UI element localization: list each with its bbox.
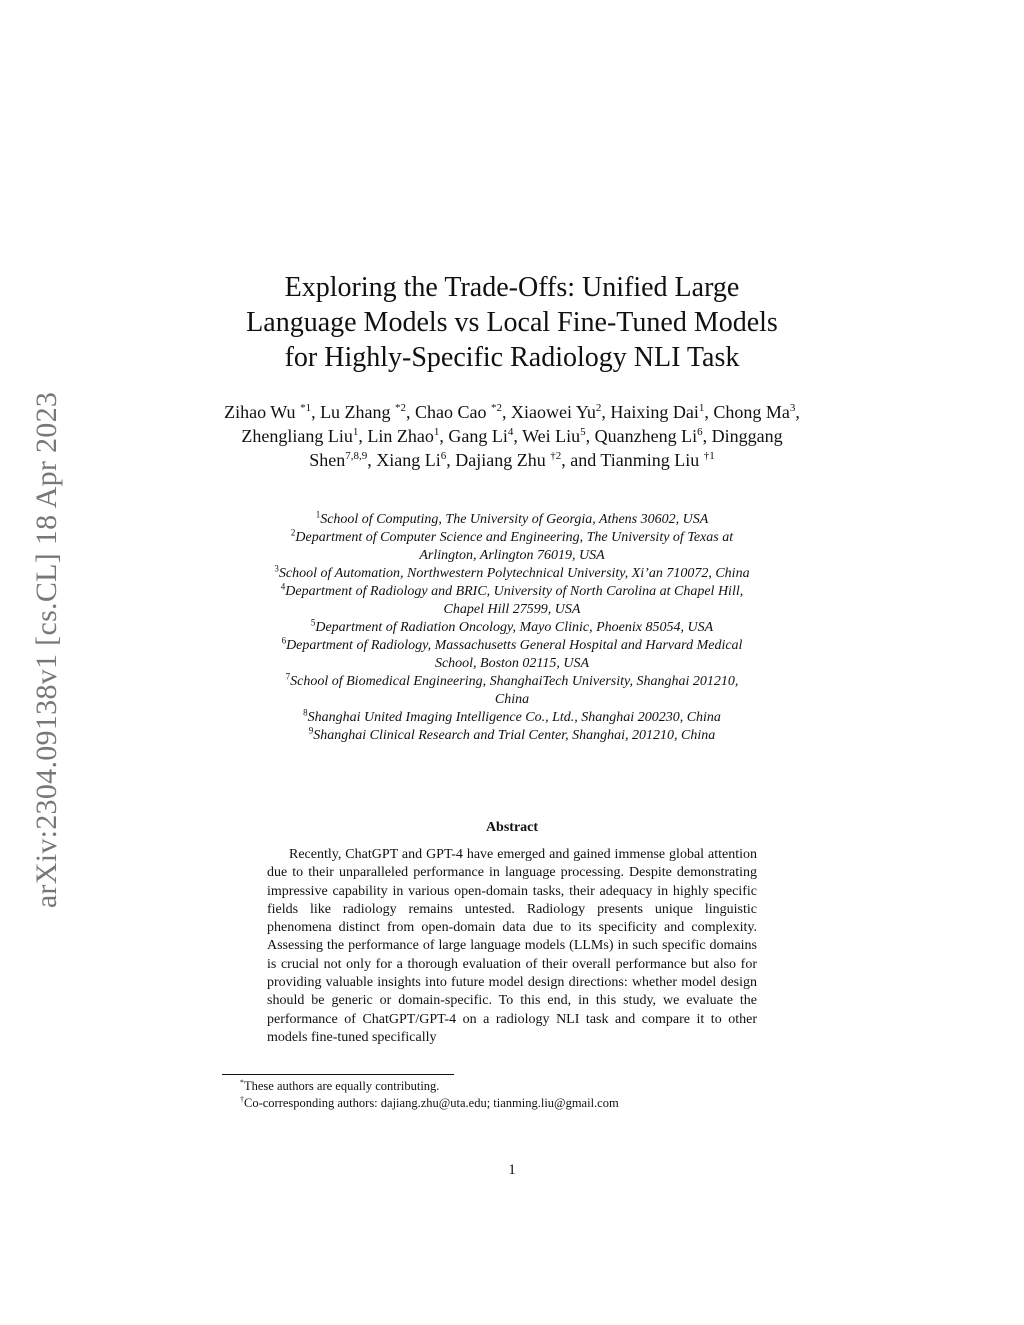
- author: [415, 402, 502, 422]
- page-number: 1: [508, 1162, 516, 1178]
- author-affiliation-mark: †2: [550, 450, 562, 462]
- author-name: Xiang Li: [376, 450, 441, 470]
- title-line: Exploring the Trade-Offs: Unified Large: [284, 272, 740, 303]
- author-name: Gang Li: [448, 426, 508, 446]
- affiliation-line: [200, 709, 824, 727]
- affiliation: [200, 727, 824, 745]
- affiliation-line: [200, 637, 824, 655]
- affiliation-line: [200, 655, 824, 673]
- author-name: Chong Ma: [713, 402, 790, 422]
- affiliation-text: Department of Computer Science and Engineering, The University of Texas at: [295, 530, 734, 545]
- affiliation-line: [200, 619, 824, 637]
- author-affiliation-mark: *2: [395, 402, 407, 414]
- author: [610, 402, 704, 422]
- author: [600, 450, 714, 470]
- affiliation-line: [200, 529, 824, 547]
- affiliation-line: [200, 547, 824, 565]
- footnote-divider: [222, 1074, 454, 1075]
- author: [224, 402, 311, 422]
- affiliation: [200, 529, 824, 565]
- author: [367, 426, 439, 446]
- affiliation-text: Chapel Hill 27599, USA: [443, 602, 581, 617]
- author-name: Haixing Dai: [610, 402, 699, 422]
- affiliation-text: School, Boston 02115, USA: [434, 656, 590, 671]
- author: [320, 402, 406, 422]
- author: [595, 426, 703, 446]
- affiliation-number: 2: [290, 527, 296, 538]
- author-affiliation-mark: 6: [440, 450, 447, 462]
- affiliation-line: [200, 727, 824, 745]
- author-affiliation-mark: 2: [595, 402, 602, 414]
- author: [241, 426, 358, 446]
- author-affiliation-mark: *1: [300, 402, 312, 414]
- author-name: Dinggang Shen: [309, 426, 783, 470]
- author: [448, 426, 513, 446]
- author-affiliation-mark: 7,8,9: [345, 450, 368, 462]
- arxiv-identifier-stamp: arXiv:2304.09138v1 [cs.CL] 18 Apr 2023: [30, 391, 63, 909]
- affiliation-number: 3: [274, 563, 279, 574]
- affiliation-line: [200, 511, 824, 529]
- affiliation: [200, 583, 824, 619]
- footnote-text: These authors are equally contributing.: [244, 1079, 440, 1093]
- affiliation: [200, 709, 824, 727]
- abstract-heading: Abstract: [485, 820, 539, 835]
- footnote-mark: *: [240, 1077, 244, 1087]
- author: [511, 402, 601, 422]
- author-affiliation-mark: 3: [789, 402, 796, 414]
- affiliation-line: [200, 691, 824, 709]
- footnote: [240, 1078, 820, 1095]
- author-name: Zhengliang Liu: [241, 426, 353, 446]
- paper-title: [200, 270, 824, 375]
- affiliation-text: Shanghai Clinical Research and Trial Center, Shanghai, 201210, China: [313, 728, 716, 743]
- author-affiliation-mark: 6: [697, 426, 703, 438]
- title-line: Language Models vs Local Fine-Tuned Models: [246, 307, 778, 338]
- affiliation-number: 8: [303, 707, 308, 718]
- affiliation-text: School of Computing, The University of Georgia, Athens 30602, USA: [320, 512, 709, 527]
- author-affiliation-mark: 1: [698, 402, 705, 414]
- author: [376, 450, 446, 470]
- affiliation-number: 4: [280, 581, 286, 592]
- affiliation-text: Arlington, Arlington 76019, USA: [419, 548, 605, 563]
- footnote-list: [240, 1078, 820, 1112]
- affiliation-text: Shanghai United Imaging Intelligence Co., Ltd., Shanghai 200230, China: [307, 710, 721, 725]
- author-list: Zihao Wu $^{*1}$, Lu Zhang $^{*2}$, Chao Cao $^{*2}$, Xiaowei Yu$^2$, Haixing Dai$^1$, Chong Ma$^3$, Zhengliang Liu$^1$, Lin Zhao$^1$, Gang Li$^4$, Wei Liu$^5$, Quanzheng Li$^6$, Dinggang Shen$^{7,8,9}$, Xiang Li$^6$, Dajiang Zhu $^{\dagger 2}$, and Tianming Liu $^{\dagger 1}$: [224, 402, 800, 470]
- author: [522, 426, 586, 446]
- affiliation-number: 9: [308, 725, 314, 736]
- affiliation-number: 1: [315, 509, 321, 520]
- affiliation-text: Department of Radiation Oncology, Mayo Clinic, Phoenix 85054, USA: [315, 620, 714, 635]
- affiliation-text: School of Biomedical Engineering, ShanghaiTech University, Shanghai 201210,: [290, 674, 739, 689]
- affiliation-text: China: [494, 692, 530, 707]
- affiliation-text: Department of Radiology and BRIC, University of North Carolina at Chapel Hill,: [285, 584, 744, 599]
- affiliation: [200, 511, 824, 529]
- affiliation-line: [200, 673, 824, 691]
- author-name: Dajiang Zhu: [455, 450, 551, 470]
- affiliation-number: 6: [281, 635, 287, 646]
- footnote-mark: †: [240, 1094, 244, 1104]
- affiliation-text: Department of Radiology, Massachusetts General Hospital and Harvard Medical: [286, 638, 743, 653]
- author-name: Tianming Liu: [600, 450, 704, 470]
- author-conjunction: and: [570, 450, 601, 470]
- author-name: Quanzheng Li: [594, 426, 698, 446]
- author-affiliation-mark: 5: [580, 426, 586, 438]
- author-name: Lu Zhang: [320, 402, 396, 422]
- author-name: Wei Liu: [522, 426, 581, 446]
- author-name: Zihao Wu: [224, 402, 301, 422]
- affiliation-line: [200, 583, 824, 601]
- title-line: for Highly-Specific Radiology NLI Task: [284, 342, 740, 373]
- author-name: Xiaowei Yu: [511, 402, 596, 422]
- footnote: [240, 1095, 820, 1112]
- affiliation: [200, 673, 824, 709]
- affiliation-line: [200, 565, 824, 583]
- author-affiliation-mark: 1: [433, 426, 440, 438]
- affiliation-text: School of Automation, Northwestern Polytechnical University, Xi’an 710072, China: [278, 566, 750, 581]
- author-affiliation-mark: *2: [491, 402, 503, 414]
- affiliation: [200, 619, 824, 637]
- affiliation-number: 7: [285, 671, 291, 682]
- author-name: Lin Zhao: [367, 426, 434, 446]
- abstract-body: Recently, ChatGPT and GPT-4 have emerged and gained immense global attention due to their unparalleled performance in language processing. Despite demonstrating impressive capability in various open-domain tasks, their adequacy in highly specific fields like radiology remains untested. Radiology presents unique linguistic phenomena distinct from open-domain data due to its specificity and complexity. Assessing the performance of large language models (LLMs) in such specific domains is crucial not only for a thorough evaluation of their overall performance but also for providing valuable insights into future model design directions: whether model design should be generic or domain-specific. To this end, in this study, we evaluate the performance of ChatGPT/GPT-4 on a radiology NLI task and compare it to other models fine-tuned specifically: [267, 847, 757, 1045]
- author-affiliation-mark: 4: [507, 426, 514, 438]
- author-affiliation-mark: †1: [703, 450, 715, 462]
- affiliation: [200, 637, 824, 673]
- footnote-text: Co-corresponding authors: dajiang.zhu@uta.edu; tianming.liu@gmail.com: [244, 1096, 619, 1110]
- author-name: Chao Cao: [415, 402, 492, 422]
- author: [713, 402, 795, 422]
- author: [455, 450, 561, 470]
- affiliation-list: [200, 511, 824, 745]
- author-affiliation-mark: 1: [352, 426, 359, 438]
- affiliation-line: [200, 601, 824, 619]
- affiliation: [200, 565, 824, 583]
- affiliation-number: 5: [310, 617, 316, 628]
